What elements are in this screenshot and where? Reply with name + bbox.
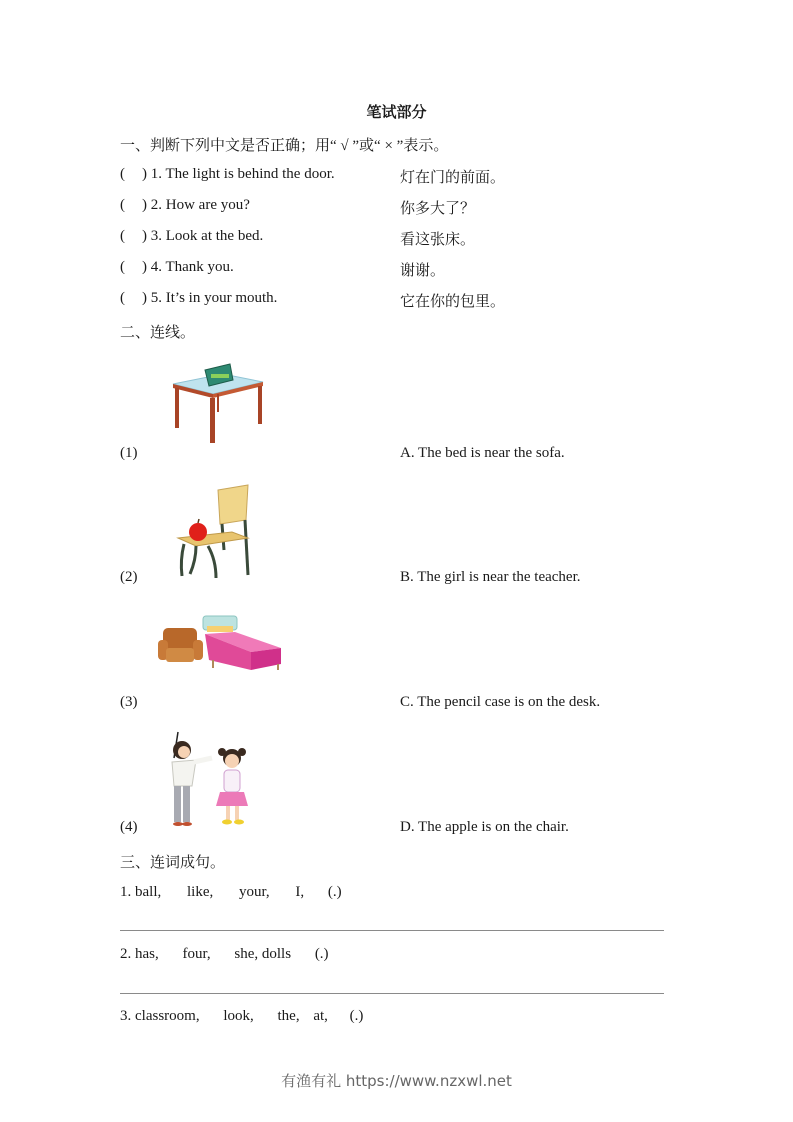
page-title: 笔试部分 xyxy=(366,105,427,121)
judge-item xyxy=(120,166,335,183)
answer-paren-close: ) xyxy=(142,228,147,244)
word: ball, xyxy=(135,884,162,900)
answer-line[interactable] xyxy=(120,930,664,931)
word: look, xyxy=(223,1008,254,1024)
teacher-and-girl-image xyxy=(160,730,260,830)
word: classroom, xyxy=(135,1008,200,1024)
word-order-item xyxy=(120,884,342,901)
judge-item xyxy=(120,259,234,276)
chinese-translation: 它在你的包里。 xyxy=(400,294,506,310)
word: four, xyxy=(182,946,211,962)
sofa-and-bed-image xyxy=(155,612,285,677)
match-number: (2) xyxy=(120,569,138,585)
word: like, xyxy=(187,884,214,900)
english-sentence: 3. Look at the bed. xyxy=(150,228,264,244)
answer-paren-open[interactable]: ( xyxy=(120,197,125,213)
answer-paren-close: ) xyxy=(142,290,147,306)
desk-with-pencil-case-image xyxy=(165,360,265,445)
item-number: 3. xyxy=(120,1008,132,1024)
item-number: 2. xyxy=(120,946,132,962)
word: has, xyxy=(135,946,159,962)
english-sentence: 2. How are you? xyxy=(150,197,250,213)
answer-paren-open[interactable]: ( xyxy=(120,228,125,244)
answer-paren-open[interactable]: ( xyxy=(120,166,125,182)
answer-paren-close: ) xyxy=(142,259,147,275)
chinese-translation: 谢谢。 xyxy=(400,263,446,279)
word: (.) xyxy=(349,1008,364,1024)
judge-item xyxy=(120,197,250,214)
word: I, xyxy=(295,884,305,900)
chinese-translation: 灯在门的前面。 xyxy=(400,170,506,186)
item-number: 1. xyxy=(120,884,132,900)
match-option[interactable]: B. The girl is near the teacher. xyxy=(400,569,581,585)
match-option[interactable]: A. The bed is near the sofa. xyxy=(400,445,565,461)
answer-paren-close: ) xyxy=(142,197,147,213)
judge-item xyxy=(120,228,263,245)
footer-watermark: 有渔有礼 https://www.nzxwl.net xyxy=(281,1072,512,1090)
chair-with-apple-image xyxy=(150,480,285,580)
english-sentence: 5. It’s in your mouth. xyxy=(150,290,278,306)
answer-line[interactable] xyxy=(120,993,664,994)
answer-paren-close: ) xyxy=(142,166,147,182)
section2-heading: 二、连线。 xyxy=(120,325,196,341)
word: the, xyxy=(277,1008,300,1024)
match-number: (1) xyxy=(120,445,138,461)
chinese-translation: 你多大了？ xyxy=(400,201,476,217)
word: at, xyxy=(313,1008,328,1024)
word: your, xyxy=(239,884,270,900)
english-sentence: 1. The light is behind the door. xyxy=(150,166,335,182)
word-order-item xyxy=(120,1008,363,1025)
word: she, dolls xyxy=(234,946,292,962)
answer-paren-open[interactable]: ( xyxy=(120,259,125,275)
word: (.) xyxy=(314,946,329,962)
english-sentence: 4. Thank you. xyxy=(150,259,234,275)
match-number: (4) xyxy=(120,819,138,835)
match-option[interactable]: C. The pencil case is on the desk. xyxy=(400,694,601,710)
match-option[interactable]: D. The apple is on the chair. xyxy=(400,819,569,835)
word: (.) xyxy=(327,884,342,900)
word-order-item xyxy=(120,946,329,963)
section1-heading: 一、判断下列中文是否正确；用“ √ ”或“ × ”表示。 xyxy=(120,138,449,154)
match-number: (3) xyxy=(120,694,138,710)
chinese-translation: 看这张床。 xyxy=(400,232,476,248)
answer-paren-open[interactable]: ( xyxy=(120,290,125,306)
judge-item xyxy=(120,290,277,307)
section3-heading: 三、连词成句。 xyxy=(120,855,226,871)
